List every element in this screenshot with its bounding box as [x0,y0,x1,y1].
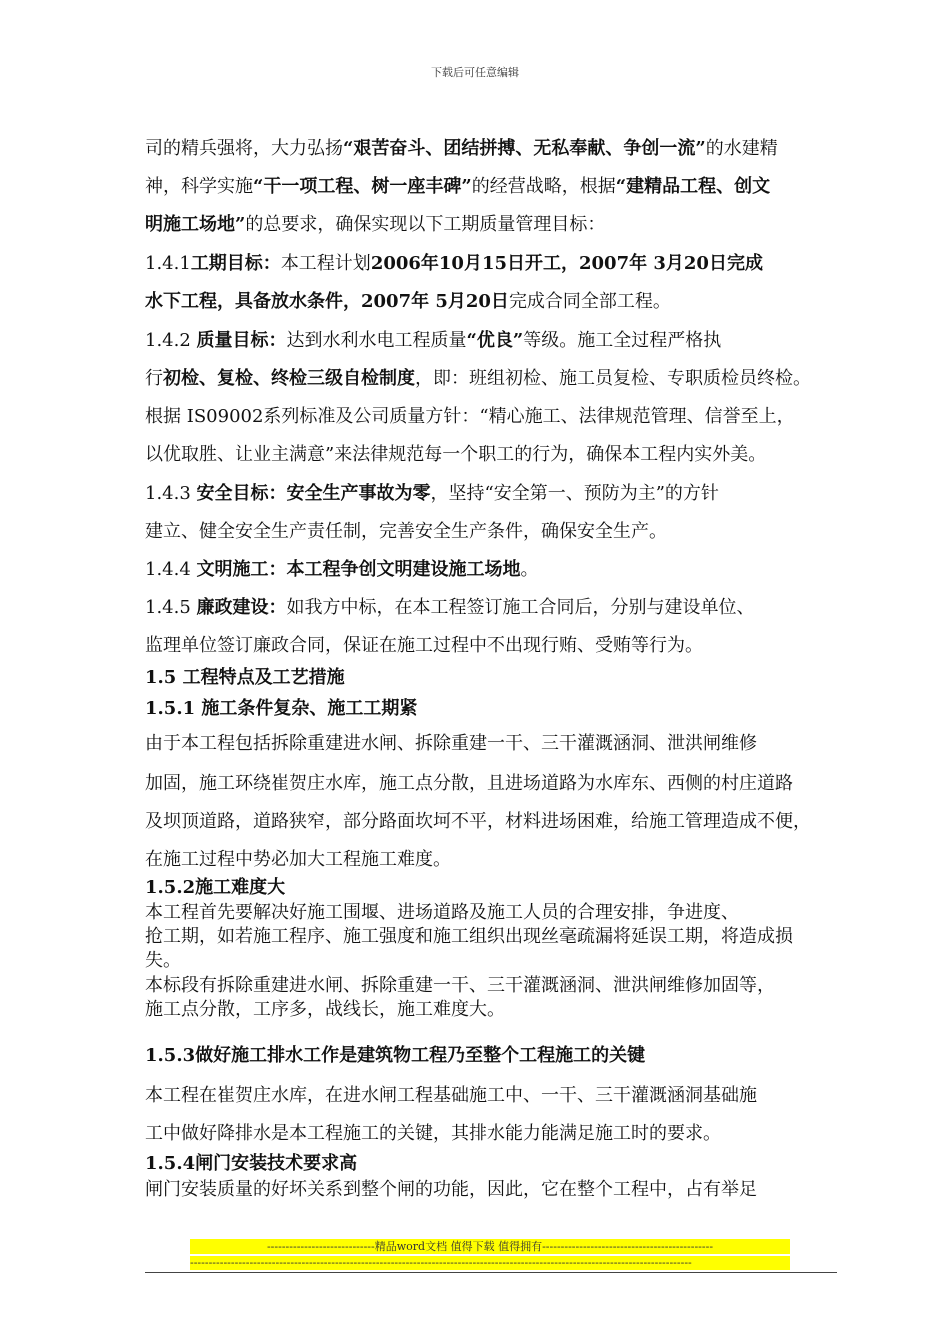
text-run: 。 [520,559,539,580]
text-run: 行 [145,368,163,389]
text-line [145,213,605,237]
text-run: 的水建精 [705,138,778,159]
text-line [145,443,766,467]
text-run: 1.4.4 [145,559,197,580]
text-line [145,1178,757,1202]
text-line [145,520,667,544]
page-header: 下载后可任意编辑 [431,66,519,79]
text-run: 以优取胜、让业主满意”来法律规范每一个职工的行为，确保本工程内实外美。 [145,444,767,465]
text-line [145,596,755,620]
bold-text: “干一项工程、树一座丰碑” [253,176,472,197]
bold-text: “建精品工程、创文 [615,176,771,197]
text-run: 1.4.3 [145,483,197,504]
footer-banner: -----------------------------精品word文档 值得下载 值得拥有---------------------------------------------- [190,1239,790,1254]
footer-dashes: --------------------------------------------------------------------------------------------------------------------------------------- [190,1256,790,1270]
text-line [145,697,417,721]
text-run: 神，科学实施 [145,176,253,197]
text-run: 本工程首先要解决好施工围堰、进场道路及施工人员的合理安排，争进度、 [145,902,739,923]
text-line [145,634,703,658]
text-run: 抢工期，如若施工程序、施工强度和施工组织出现丝毫疏漏将延误工期，将造成损 [145,926,793,947]
bold-text: 1.5 工程特点及工艺措施 [145,667,345,688]
text-line [145,290,671,314]
text-run: ，坚持“安全第一、预防为主”的方针 [430,483,719,504]
text-line [145,949,181,973]
text-line [145,901,739,925]
text-run: 本工程在崔贺庄水库，在进水闸工程基础施工中、一干、三干灌溉涵洞基础施 [145,1085,757,1106]
text-line [145,925,793,949]
bold-text: 质量目标： [196,330,287,351]
text-line [145,558,539,582]
text-line [145,732,757,756]
text-run: 根据 IS09002系列标准及公司质量方针：“精心施工、法律规范管理、信誉至上， [145,406,795,427]
text-run: 的经营战略，根据 [471,176,616,197]
text-run: 监理单位签订廉政合同，保证在施工过程中不出现行贿、受贿等行为。 [145,635,703,656]
bold-text: 安全目标：安全生产事故为零 [196,483,431,504]
text-line [145,1084,757,1108]
bold-text: 2006年10月15日开工，2007年 3月20日完成 [370,253,763,274]
bold-text: 明施工场地” [145,214,246,235]
text-run: 的总要求，确保实现以下工期质量管理目标： [245,214,606,235]
text-run: 等级。施工全过程严格执 [523,330,722,351]
bold-text: 文明施工：本工程争创文明建设施工场地 [196,559,521,580]
text-run: 闸门安装质量的好坏关系到整个闸的功能，因此，它在整个工程中，占有举足 [145,1179,757,1200]
text-line [145,405,795,429]
bold-text: 1.5.4闸门安装技术要求高 [145,1153,358,1174]
text-run: 完成合同全部工程。 [508,291,671,312]
text-run: 本标段有拆除重建进水闸、拆除重建一干、三干灌溉涵洞、泄洪闸维修加固等， [145,975,775,996]
text-line [145,1122,721,1146]
footer-rule [145,1272,837,1273]
text-run: 建立、健全安全生产责任制，完善安全生产条件，确保安全生产。 [145,521,667,542]
text-run: 1.4.5 [145,597,197,618]
text-run: 失。 [145,950,181,971]
text-run: 在施工过程中势必加大工程施工难度。 [145,849,451,870]
bold-text: 工期目标： [190,253,281,274]
text-line [145,329,721,353]
text-line [145,137,778,161]
text-run: ，即：班组初检、施工员复检、专职质检员终检。 [415,368,811,389]
bold-text: 水下工程，具备放水条件，2007年 5月20日 [145,291,509,312]
bold-text: 廉政建设： [196,597,287,618]
text-line [145,666,345,690]
bold-text: 初检、复检、终检三级自检制度 [163,368,415,389]
text-run: 1.4.1 [145,253,191,274]
text-run: 本工程计划 [280,253,371,274]
text-line [145,974,775,998]
text-line [145,998,505,1022]
bold-text: “艰苦奋斗、团结拼搏、无私奉献、争创一流” [343,138,706,159]
text-run: 1.4.2 [145,330,197,351]
text-line [145,1152,357,1176]
text-line [145,252,763,276]
text-run: 达到水利水电工程质量 [286,330,467,351]
text-line [145,848,451,872]
text-run: 及坝顶道路，道路狭窄，部分路面坎坷不平，材料进场困难，给施工管理造成不便， [145,811,811,832]
text-line [145,772,793,796]
text-line [145,876,285,900]
text-line [145,482,719,506]
text-line [145,367,811,391]
text-line [145,175,770,199]
text-line [145,1044,645,1068]
text-run: 如我方中标，在本工程签订施工合同后，分别与建设单位、 [286,597,755,618]
text-line [145,810,811,834]
bold-text: 1.5.1 施工条件复杂、施工工期紧 [145,698,418,719]
bold-text: 1.5.3做好施工排水工作是建筑物工程乃至整个工程施工的关键 [145,1045,646,1066]
text-run: 司的精兵强将，大力弘扬 [145,138,343,159]
text-run: 由于本工程包括拆除重建进水闸、拆除重建一干、三干灌溉涵洞、泄洪闸维修 [145,733,757,754]
text-run: 加固，施工环绕崔贺庄水库，施工点分散，且进场道路为水库东、西侧的村庄道路 [145,773,793,794]
bold-text: “优良” [466,330,524,351]
text-run: 工中做好降排水是本工程施工的关键，其排水能力能满足施工时的要求。 [145,1123,721,1144]
text-run: 施工点分散，工序多，战线长，施工难度大。 [145,999,505,1020]
bold-text: 1.5.2施工难度大 [145,877,286,898]
